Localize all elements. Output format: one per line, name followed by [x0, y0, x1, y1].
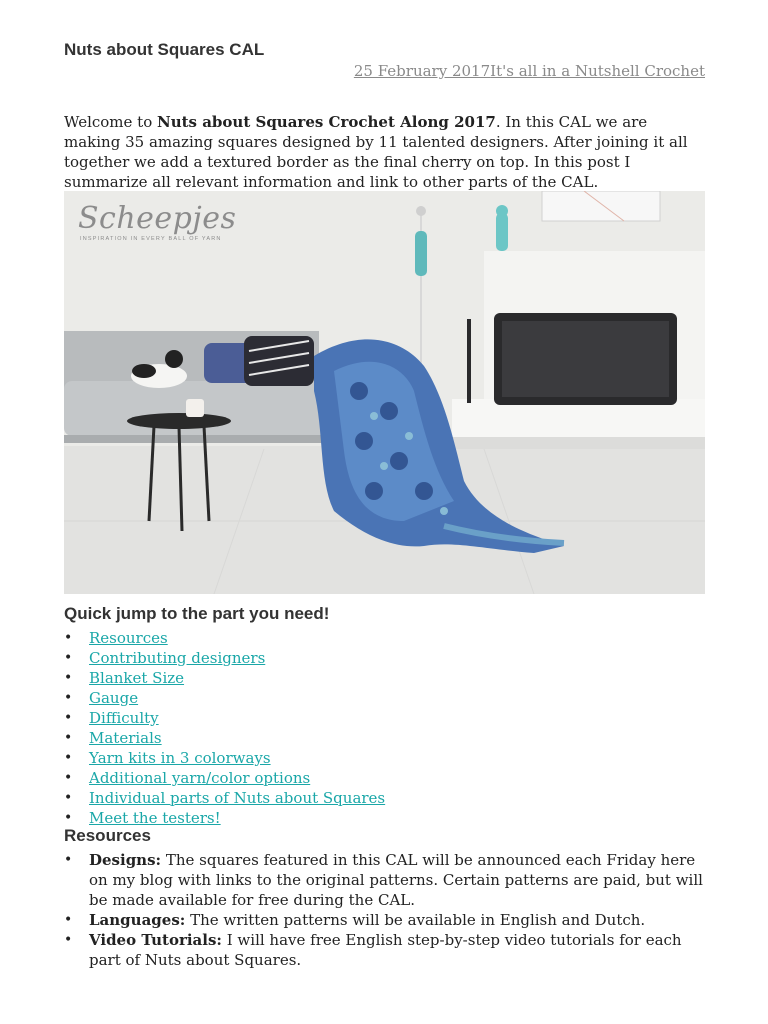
quick-jump-heading: Quick jump to the part you need! [64, 604, 330, 623]
resource-label: Designs: [89, 851, 162, 869]
resources-list [64, 850, 705, 970]
list-item [64, 788, 385, 808]
link-blanket-size[interactable]: Blanket Size [89, 669, 185, 687]
intro-pre: Welcome to [64, 113, 157, 131]
list-item [64, 668, 385, 688]
list-item [64, 910, 705, 930]
intro-bold: Nuts about Squares Crochet Along 2017 [157, 113, 496, 131]
resource-text: The squares featured in this CAL will be announced each Friday here on my blog with links to the original patterns. Certain patterns are paid, but will be made available for free during the CAL. [89, 851, 703, 909]
post-meta[interactable] [354, 62, 705, 80]
list-item [64, 850, 705, 910]
page-title: Nuts about Squares CAL [64, 40, 265, 59]
logo-tagline: INSPIRATION IN EVERY BALL OF YARN [80, 236, 222, 242]
list-item [64, 728, 385, 748]
link-additional-yarn[interactable]: Additional yarn/color options [89, 769, 311, 787]
list-item [64, 708, 385, 728]
intro-paragraph [64, 112, 705, 192]
resource-text: I will have free English step-by-step video tutorials for each part of Nuts about Squares. [89, 931, 682, 969]
list-item [64, 648, 385, 668]
link-gauge[interactable]: Gauge [89, 689, 139, 707]
resource-label: Languages: [89, 911, 186, 929]
list-item [64, 628, 385, 648]
link-yarn-kits[interactable]: Yarn kits in 3 colorways [89, 749, 271, 767]
post-date[interactable]: 25 February 2017 [353, 62, 491, 80]
post-source[interactable]: It's all in a Nutshell Crochet [490, 62, 705, 80]
resource-text: The written patterns will be available in English and Dutch. [185, 911, 646, 929]
link-difficulty[interactable]: Difficulty [89, 709, 159, 727]
intro-post: . In this CAL we are making 35 amazing squares designed by 11 talented designers. After joining it all together we add a textured border as the final cherry on top. In this post I summarize all relevant information and link to other parts of the CAL. [64, 113, 688, 191]
link-resources[interactable]: Resources [89, 629, 168, 647]
link-individual-parts[interactable]: Individual parts of Nuts about Squares [89, 789, 386, 807]
list-item [64, 688, 385, 708]
scheepjes-logo [78, 201, 236, 242]
hero-image [64, 191, 705, 594]
link-contributing-designers[interactable]: Contributing designers [89, 649, 266, 667]
list-item [64, 930, 705, 970]
resource-label: Video Tutorials: [89, 931, 222, 949]
logo-name: Scheepjes [78, 201, 237, 236]
resources-heading: Resources [64, 826, 151, 845]
list-item [64, 808, 385, 828]
link-meet-testers[interactable]: Meet the testers! [89, 809, 221, 827]
list-item [64, 748, 385, 768]
link-materials[interactable]: Materials [89, 729, 162, 747]
living-room-illustration [64, 191, 705, 594]
list-item [64, 768, 385, 788]
quick-jump-list [64, 628, 385, 828]
